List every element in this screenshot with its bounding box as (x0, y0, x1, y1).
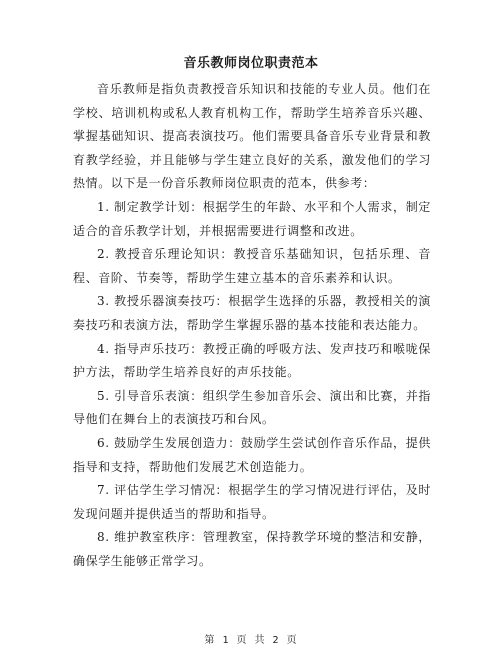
duty-item-8: 8. 维护教室秩序：管理教室，保持教学环境的整洁和安静，确保学生能够正常学习。 (73, 530, 431, 568)
intro-paragraph: 音乐教师是指负责教授音乐知识和技能的专业人员。他们在学校、培训机构或私人教育机构工作，帮助学生培养音乐兴趣、掌握基础知识、提高表演技巧。他们需要具备音乐专业背景和教育教学经验，并且能够与学生建立良好的关系，激发他们的学习热情。以下是一份音乐教师岗位职责的范本，供参考： (73, 82, 431, 191)
duty-item-4: 4. 指导声乐技巧：教授正确的呼吸方法、发声技巧和喉咙保护方法，帮助学生培养良好的声乐技能。 (73, 341, 431, 380)
page-number-footer: 第 1 页 共 2 页 (204, 635, 298, 646)
duty-item-1: 1. 制定教学计划：根据学生的年龄、水平和个人需求，制定适合的音乐教学计划，并根据需要进行调整和改进。 (73, 199, 431, 238)
page-title: 音乐教师岗位职责范本 (183, 56, 319, 71)
duty-item-2: 2. 教授音乐理论知识：教授音乐基础知识，包括乐理、音程、音阶、节奏等，帮助学生建立基本的音乐素养和认识。 (73, 247, 431, 285)
duty-item-3: 3. 教授乐器演奏技巧：根据学生选择的乐器，教授相关的演奏技巧和表演方法，帮助学生掌握乐器的基本技能和表达能力。 (73, 294, 431, 332)
duty-item-5: 5. 引导音乐表演：组织学生参加音乐会、演出和比赛，并指导他们在舞台上的表演技巧和台风。 (73, 388, 431, 427)
document-body (73, 78, 431, 573)
duty-item-7: 7. 评估学生学习情况：根据学生的学习情况进行评估，及时发现问题并提供适当的帮助和指导。 (73, 483, 431, 521)
duty-item-6: 6. 鼓励学生发展创造力：鼓励学生尝试创作音乐作品，提供指导和支持，帮助他们发展艺术创造能力。 (73, 435, 431, 474)
